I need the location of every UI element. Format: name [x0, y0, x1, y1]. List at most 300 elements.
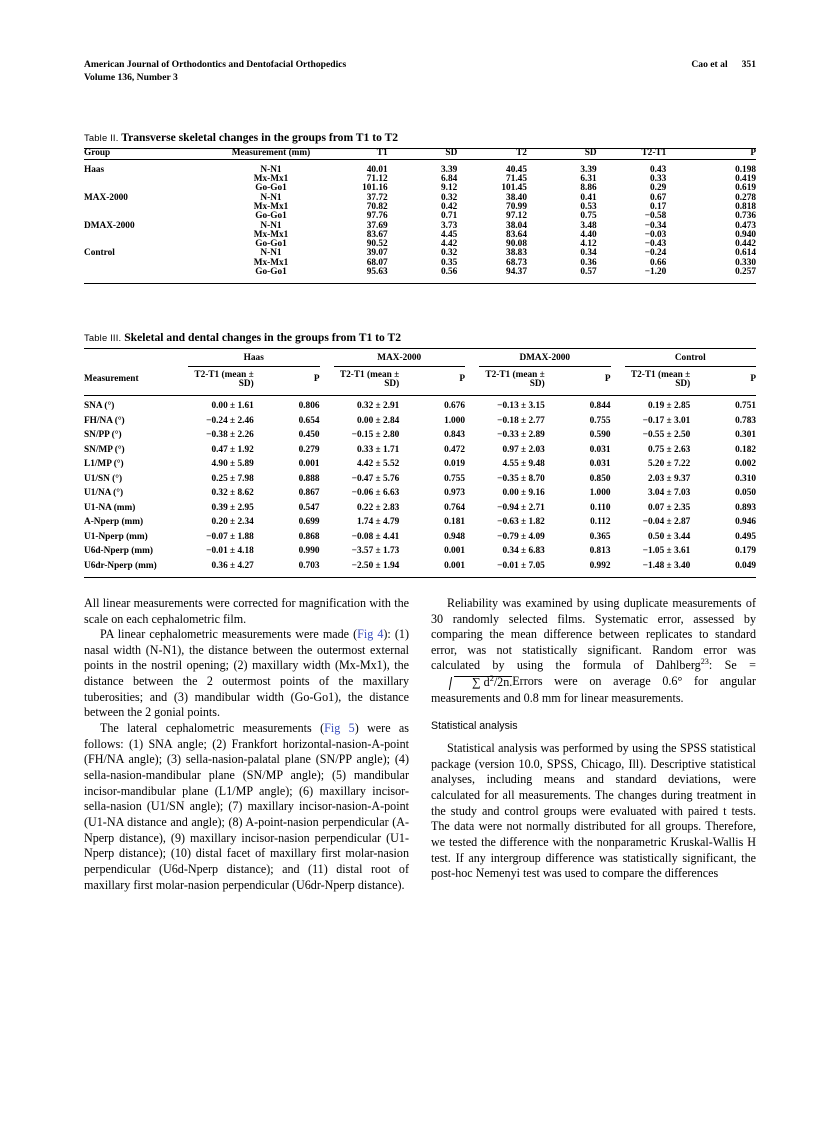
cell-measurement: U1/SN (°): [84, 473, 123, 484]
cell-dmax2000-p: 1.000: [589, 488, 611, 499]
cell-haas-value: −0.24 ± 2.46: [206, 415, 254, 426]
cell-t2-t1: −0.03: [644, 229, 667, 240]
table-3-group-control: Control: [625, 349, 757, 366]
table-2-col-diff: T2-T1: [641, 148, 667, 159]
cell-group: Control: [84, 248, 115, 259]
cell-sd-t1: 0.35: [441, 257, 458, 268]
cell-sd-t1: 0.42: [441, 201, 458, 212]
cell-t2: 83.64: [506, 229, 527, 240]
cell-measurement: U6dr-Nperp (mm): [84, 560, 157, 571]
table-3-group-max2000: MAX-2000: [334, 349, 466, 366]
cell-dmax2000-value: −0.18 ± 2.77: [497, 415, 545, 426]
table-row: [84, 268, 756, 284]
cell-gap: [465, 544, 479, 558]
cell-max2000-p: 0.948: [444, 531, 465, 542]
table-row: [84, 487, 756, 501]
table-3-subheader-row: [84, 366, 756, 396]
table-row: [84, 458, 756, 472]
cell-t2-t1: 0.33: [650, 174, 667, 185]
cell-t1: 37.69: [366, 220, 388, 231]
cell-measurement: Mx-Mx1: [253, 201, 289, 212]
cell-group: [84, 231, 204, 240]
cell-measurement: U1-Nperp (mm): [84, 531, 148, 542]
cell-max2000-value: −2.50 ± 1.94: [351, 560, 400, 571]
table-3: [84, 348, 756, 578]
cell-measurement: A-Nperp (mm): [84, 517, 144, 528]
left-para-2-a: PA linear cephalometric measurements were made (: [100, 627, 358, 642]
table-2-col-sd2: SD: [584, 148, 597, 159]
table-row: [84, 396, 756, 414]
cell-gap: [320, 501, 334, 515]
cell-dmax2000-p: 0.590: [589, 430, 611, 441]
cell-measurement: N-N1: [260, 248, 282, 259]
cell-gap: [320, 559, 334, 577]
cell-dmax2000-p: 0.755: [589, 415, 611, 426]
cell-control-p: 0.049: [735, 560, 756, 571]
cell-t2: 94.37: [506, 267, 527, 278]
table-3-gap-4: [320, 366, 334, 396]
cell-gap: [320, 414, 334, 428]
cell-sd-t2: 0.36: [580, 257, 597, 268]
cell-t2: 97.12: [506, 211, 527, 222]
cell-gap: [611, 429, 625, 443]
cell-gap: [320, 544, 334, 558]
cell-gap: [611, 414, 625, 428]
table-3-col-measurement: Measurement: [84, 374, 139, 385]
cell-t1: 83.67: [366, 229, 388, 240]
page-number: 351: [741, 59, 756, 70]
table-3-gap-1: [320, 349, 334, 366]
cell-gap: [611, 443, 625, 457]
cell-group: [84, 203, 204, 212]
cell-max2000-value: 0.22 ± 2.83: [356, 502, 400, 513]
cell-group: MAX-2000: [84, 192, 128, 203]
cell-gap: [320, 516, 334, 530]
cell-dmax2000-p: 0.112: [590, 517, 611, 528]
table-3-sub-dmax-p: P: [604, 374, 611, 385]
table-row: [84, 501, 756, 515]
table-3-gap-6: [611, 366, 625, 396]
cell-control-p: 0.893: [735, 502, 756, 513]
fig-4-link[interactable]: Fig 4: [357, 627, 384, 642]
table-3-sub-max-p: P: [459, 374, 465, 385]
cell-haas-value: 0.32 ± 8.62: [211, 488, 254, 499]
cell-p: 0.419: [735, 174, 756, 185]
cell-gap: [611, 544, 625, 558]
cell-control-p: 0.002: [735, 459, 756, 470]
cell-dmax2000-value: 0.97 ± 2.03: [502, 444, 545, 455]
cell-measurement: N-N1: [260, 192, 282, 203]
cell-gap: [320, 458, 334, 472]
cell-control-p: 0.310: [735, 473, 756, 484]
cell-gap: [465, 501, 479, 515]
cell-sd-t1: 0.71: [441, 211, 458, 222]
cell-gap: [465, 414, 479, 428]
square-root-icon: [447, 674, 512, 691]
cell-group: [84, 175, 204, 184]
cell-measurement: FH/NA (°): [84, 415, 125, 426]
cell-max2000-p: 0.973: [444, 488, 465, 499]
cell-sd-t1: 4.42: [441, 239, 458, 250]
cell-t1: 101.16: [362, 183, 388, 194]
table-3-title: Skeletal and dental changes in the groups from T1 to T2: [124, 331, 402, 345]
cell-sd-t2: 3.48: [580, 220, 597, 231]
left-para-3: [84, 721, 409, 893]
cell-gap: [611, 559, 625, 577]
cell-control-p: 0.495: [735, 531, 756, 542]
table-3-head: [84, 349, 756, 396]
cell-group: [84, 268, 204, 284]
cell-max2000-value: −0.15 ± 2.80: [351, 430, 400, 441]
table-row: [84, 414, 756, 428]
cell-measurement: U1-NA (mm): [84, 502, 136, 513]
cell-haas-value: 0.20 ± 2.34: [211, 517, 254, 528]
cell-gap: [611, 472, 625, 486]
cell-sd-t2: 0.41: [580, 192, 597, 203]
cell-sd-t2: 3.39: [580, 164, 597, 175]
cell-control-value: −0.17 ± 3.01: [642, 415, 691, 426]
table-3-sub-dmax-value: T2-T1 (mean ± SD): [485, 369, 545, 389]
cell-max2000-value: 0.33 ± 1.71: [356, 444, 400, 455]
cell-sd-t1: 9.12: [441, 183, 458, 194]
cell-measurement: Mx-Mx1: [253, 257, 289, 268]
volume-issue: Volume 136, Number 3: [84, 72, 178, 84]
cell-gap: [611, 396, 625, 414]
table-3-group-header-row: [84, 349, 756, 366]
right-para-1: [431, 596, 756, 707]
table-2-title: Transverse skeletal changes in the groups from T1 to T2: [121, 131, 399, 145]
left-para-3-a: The lateral cephalometric measurements (: [100, 721, 325, 736]
cell-haas-p: 0.868: [298, 531, 320, 542]
cell-sd-t1: 0.32: [441, 192, 458, 203]
cell-gap: [465, 429, 479, 443]
cell-t2: 38.83: [506, 248, 527, 259]
cell-haas-p: 0.806: [298, 401, 320, 412]
cell-group: Haas: [84, 164, 105, 175]
cell-dmax2000-value: 0.00 ± 9.16: [502, 488, 545, 499]
table-3-caption: [84, 331, 756, 344]
running-head-left: [84, 58, 346, 84]
running-head-right: [691, 58, 756, 71]
cell-dmax2000-value: −0.35 ± 8.70: [497, 473, 545, 484]
cell-max2000-p: 0.181: [444, 517, 465, 528]
table-2-col-p: P: [750, 148, 756, 159]
cell-measurement: SN/PP (°): [84, 430, 122, 441]
cell-t2-t1: 0.67: [650, 192, 667, 203]
table-3-gap-2: [465, 349, 479, 366]
cell-haas-p: 0.703: [298, 560, 320, 571]
table-row: [84, 559, 756, 577]
cell-haas-p: 0.279: [298, 444, 320, 455]
cell-dmax2000-value: −0.33 ± 2.89: [497, 430, 545, 441]
cell-max2000-value: 1.74 ± 4.79: [356, 517, 400, 528]
cell-gap: [465, 443, 479, 457]
table-3-sub-haas-p: P: [313, 374, 320, 385]
table-2: [84, 148, 756, 284]
cell-max2000-value: 0.32 ± 2.91: [356, 401, 400, 412]
cell-sd-t2: 0.53: [580, 201, 597, 212]
cell-t1: 40.01: [366, 164, 388, 175]
cell-max2000-value: −0.06 ± 6.63: [351, 488, 400, 499]
left-column: [84, 596, 409, 893]
cell-dmax2000-value: 4.55 ± 9.48: [502, 459, 545, 470]
table-3-sub-control-p: P: [750, 374, 756, 385]
cell-dmax2000-value: −0.01 ± 7.05: [497, 560, 545, 571]
cell-control-value: −1.48 ± 3.40: [642, 560, 691, 571]
cell-haas-value: −0.07 ± 1.88: [206, 531, 254, 542]
cell-sd-t1: 4.45: [441, 229, 458, 240]
cell-gap: [465, 472, 479, 486]
cell-t1: 97.76: [366, 211, 388, 222]
table-row: [84, 516, 756, 530]
cell-max2000-p: 0.843: [444, 430, 465, 441]
table-2-block: [84, 131, 756, 284]
cell-t2-t1: 0.29: [650, 183, 667, 194]
cell-haas-p: 0.867: [298, 488, 320, 499]
running-head: [84, 58, 756, 84]
cell-control-value: 5.20 ± 7.22: [647, 459, 691, 470]
cell-gap: [465, 458, 479, 472]
cell-control-value: 2.03 ± 9.37: [647, 473, 691, 484]
table-3-gap-3: [611, 349, 625, 366]
cell-t2: 40.45: [506, 164, 527, 175]
cell-gap: [611, 530, 625, 544]
cell-haas-p: 0.001: [298, 459, 320, 470]
cell-gap: [320, 487, 334, 501]
cell-control-p: 0.182: [735, 444, 756, 455]
cell-t2-t1: 0.17: [650, 201, 667, 212]
cell-p: 0.940: [735, 229, 756, 240]
cell-dmax2000-value: 0.34 ± 6.83: [502, 546, 545, 557]
table-2-col-sd1: SD: [445, 148, 458, 159]
cell-haas-p: 0.990: [298, 546, 320, 557]
cell-control-value: 0.19 ± 2.85: [647, 401, 691, 412]
authors-short: Cao et al: [691, 59, 728, 70]
cell-t1: 90.52: [366, 239, 388, 250]
cell-dmax2000-value: −0.94 ± 2.71: [497, 502, 545, 513]
dahlberg-formula: [431, 674, 512, 691]
cell-gap: [465, 516, 479, 530]
left-para-2-b: ): (1) nasal width (N-N1), the distance between the outermost external points in the nostril opening; (2) maxillary width (Mx-Mx1), the distance between the 2 outermost points of the maxillary tuberosities; and (3) mandibular width (Go-Go1), the distance between the 2 gonial points.: [84, 627, 409, 720]
cell-dmax2000-value: −0.79 ± 4.09: [497, 531, 545, 542]
cell-p: 0.198: [735, 164, 756, 175]
cell-dmax2000-p: 0.813: [589, 546, 611, 557]
cell-t2: 71.45: [506, 174, 527, 185]
cell-max2000-p: 1.000: [444, 415, 465, 426]
table-2-caption: [84, 131, 756, 144]
cell-t2-t1: −0.24: [644, 248, 667, 259]
cell-haas-value: 4.90 ± 5.89: [211, 459, 254, 470]
cell-dmax2000-value: −0.13 ± 3.15: [497, 401, 545, 412]
table-2-col-group: Group: [84, 148, 111, 159]
cell-measurement: Go-Go1: [255, 239, 287, 250]
cell-p: 0.442: [735, 239, 756, 250]
cell-max2000-p: 0.472: [444, 444, 465, 455]
cell-p: 0.330: [735, 257, 756, 268]
cell-control-p: 0.751: [735, 401, 756, 412]
cell-sd-t1: 6.84: [441, 174, 458, 185]
cell-sd-t1: 3.39: [441, 164, 458, 175]
cell-dmax2000-p: 0.031: [589, 459, 611, 470]
cell-t2: 38.04: [506, 220, 527, 231]
cell-sd-t2: 0.34: [580, 248, 597, 259]
cell-sd-t1: 0.56: [441, 267, 458, 278]
cell-sd-t2: 0.57: [580, 267, 597, 278]
right-para-2: Statistical analysis was performed by using the SPSS statistical package (version 10.0, SPSS, Chicago, Ill). Descriptive statistical analyses, including means and standard deviations, were calculated for all measurements. The changes during treatment in the study and control groups were evaluated with paired t tests. The data were not normally distributed for all groups. Therefore, we tested the difference with the nonparametric Kruskal-Wallis H test. If any intergroup difference was statistically significant, the post-hoc Nemenyi test was used to compare the differences: [431, 741, 756, 881]
left-para-2: [84, 627, 409, 721]
cell-gap: [465, 559, 479, 577]
cell-gap: [465, 396, 479, 414]
table-3-number: Table III.: [84, 332, 122, 344]
cell-group: DMAX-2000: [84, 220, 135, 231]
table-2-head: [84, 149, 756, 159]
table-row: [84, 159, 756, 175]
cell-measurement: U1/NA (°): [84, 488, 124, 499]
cell-p: 0.473: [735, 220, 756, 231]
cell-group: [84, 259, 204, 268]
cell-measurement: L1/MP (°): [84, 459, 124, 470]
cell-gap: [320, 472, 334, 486]
cell-haas-value: 0.47 ± 1.92: [211, 444, 254, 455]
cell-t2: 90.08: [506, 239, 527, 250]
cell-control-value: 0.07 ± 2.35: [647, 502, 691, 513]
cell-p: 0.736: [735, 211, 756, 222]
cell-max2000-p: 0.001: [444, 546, 465, 557]
cell-haas-value: 0.00 ± 1.61: [211, 401, 254, 412]
cell-dmax2000-p: 0.992: [589, 560, 611, 571]
table-3-block: [84, 331, 756, 578]
cell-max2000-p: 0.001: [444, 560, 465, 571]
cell-control-value: 0.50 ± 3.44: [647, 531, 691, 542]
cell-t1: 71.12: [366, 174, 388, 185]
cell-t2: 38.40: [506, 192, 527, 203]
cell-t2: 101.45: [501, 183, 527, 194]
table-row: [84, 530, 756, 544]
cell-control-value: 3.04 ± 7.03: [647, 488, 691, 499]
cell-gap: [320, 530, 334, 544]
cell-t1: 37.72: [366, 192, 388, 203]
cell-measurement: U6d-Nperp (mm): [84, 546, 153, 557]
formula-tail: /2n.: [493, 675, 513, 690]
cell-haas-value: −0.01 ± 4.18: [206, 546, 254, 557]
right-column: [431, 596, 756, 893]
table-3-sub-max-value: T2-T1 (mean ± SD): [339, 369, 400, 389]
table-row: [84, 472, 756, 486]
cell-dmax2000-value: −0.63 ± 1.82: [497, 517, 545, 528]
cell-measurement: Go-Go1: [255, 183, 287, 194]
cell-control-p: 0.301: [735, 430, 756, 441]
cell-haas-p: 0.654: [298, 415, 320, 426]
page-content: [84, 58, 756, 893]
table-3-group-haas: Haas: [188, 349, 320, 366]
cell-haas-value: 0.39 ± 2.95: [211, 502, 254, 513]
cell-t2-t1: −0.34: [644, 220, 667, 231]
cell-control-value: 0.75 ± 2.63: [647, 444, 691, 455]
table-2-header-row: [84, 149, 756, 159]
cell-sd-t1: 0.32: [441, 248, 458, 259]
cell-max2000-p: 0.755: [444, 473, 465, 484]
citation-23[interactable]: 23: [700, 657, 709, 667]
cell-control-value: −0.04 ± 2.87: [642, 517, 691, 528]
cell-dmax2000-p: 0.031: [589, 444, 611, 455]
cell-p: 0.818: [735, 201, 756, 212]
cell-max2000-value: −3.57 ± 1.73: [351, 546, 400, 557]
cell-haas-value: 0.25 ± 7.98: [211, 473, 254, 484]
cell-gap: [320, 443, 334, 457]
cell-sd-t2: 6.31: [580, 174, 597, 185]
right-para-1-c: Errors were on average 0.6° for angular measurements and 0.8 mm for linear measurements.: [431, 674, 756, 705]
cell-measurement: SNA (°): [84, 401, 115, 412]
table-3-body: [84, 396, 756, 578]
table-2-col-t2: T2: [516, 148, 527, 159]
table-2-body: [84, 159, 756, 284]
cell-measurement: N-N1: [260, 164, 282, 175]
cell-max2000-value: 0.00 ± 2.84: [356, 415, 400, 426]
cell-p: 0.257: [735, 267, 756, 278]
cell-gap: [611, 516, 625, 530]
cell-gap: [611, 487, 625, 501]
cell-max2000-p: 0.676: [444, 401, 465, 412]
cell-control-value: −1.05 ± 3.61: [642, 546, 691, 557]
body-columns: [84, 596, 756, 893]
table-2-col-measurement: Measurement (mm): [231, 148, 311, 159]
cell-measurement: N-N1: [260, 220, 282, 231]
cell-p: 0.278: [735, 192, 756, 203]
formula-exponent: 2: [489, 674, 494, 684]
cell-t2-t1: −0.58: [644, 211, 667, 222]
cell-max2000-value: −0.47 ± 5.76: [351, 473, 400, 484]
cell-t2: 70.99: [506, 201, 527, 212]
cell-dmax2000-p: 0.850: [589, 473, 611, 484]
cell-dmax2000-p: 0.110: [590, 502, 611, 513]
table-2-number: Table II.: [84, 132, 119, 144]
cell-control-p: 0.783: [735, 415, 756, 426]
cell-gap: [611, 458, 625, 472]
table-3-groupspan-blank: [84, 349, 188, 366]
fig-5-link[interactable]: Fig 5: [324, 721, 355, 736]
cell-measurement: Mx-Mx1: [253, 174, 289, 185]
cell-measurement: SN/MP (°): [84, 444, 125, 455]
table-row: [84, 544, 756, 558]
cell-measurement: Go-Go1: [255, 267, 287, 278]
cell-max2000-p: 0.019: [444, 459, 465, 470]
formula-radicand: ∑ d: [472, 675, 490, 690]
cell-sd-t2: 0.75: [580, 211, 597, 222]
right-para-1-a: Reliability was examined by using duplicate measurements of 30 randomly selected films. Systematic error, assessed by comparing the mean difference between replicates to standard error, was not statistically significant. Random error was calculated by using the formula of Dahlberg: [431, 595, 756, 673]
cell-t2-t1: 0.43: [650, 164, 667, 175]
cell-t1: 68.07: [366, 257, 388, 268]
cell-t2-t1: 0.66: [650, 257, 667, 268]
table-3-gap-5: [465, 366, 479, 396]
cell-control-p: 0.050: [735, 488, 756, 499]
table-3-group-dmax2000: DMAX-2000: [479, 349, 611, 366]
cell-dmax2000-p: 0.365: [589, 531, 611, 542]
cell-max2000-value: 4.42 ± 5.52: [356, 459, 400, 470]
table-3-sub-haas-value: T2-T1 (mean ± SD): [194, 369, 254, 389]
cell-p: 0.619: [735, 183, 756, 194]
cell-haas-value: −0.38 ± 2.26: [206, 430, 254, 441]
cell-max2000-p: 0.764: [444, 502, 465, 513]
cell-gap: [320, 396, 334, 414]
cell-sd-t1: 3.73: [441, 220, 458, 231]
journal-title: American Journal of Orthodontics and Dentofacial Orthopedics: [84, 59, 347, 70]
table-row: [84, 443, 756, 457]
cell-t1: 39.07: [366, 248, 388, 259]
cell-max2000-value: −0.08 ± 4.41: [351, 531, 400, 542]
cell-gap: [465, 487, 479, 501]
cell-haas-value: 0.36 ± 4.27: [211, 560, 254, 571]
cell-haas-p: 0.888: [298, 473, 320, 484]
